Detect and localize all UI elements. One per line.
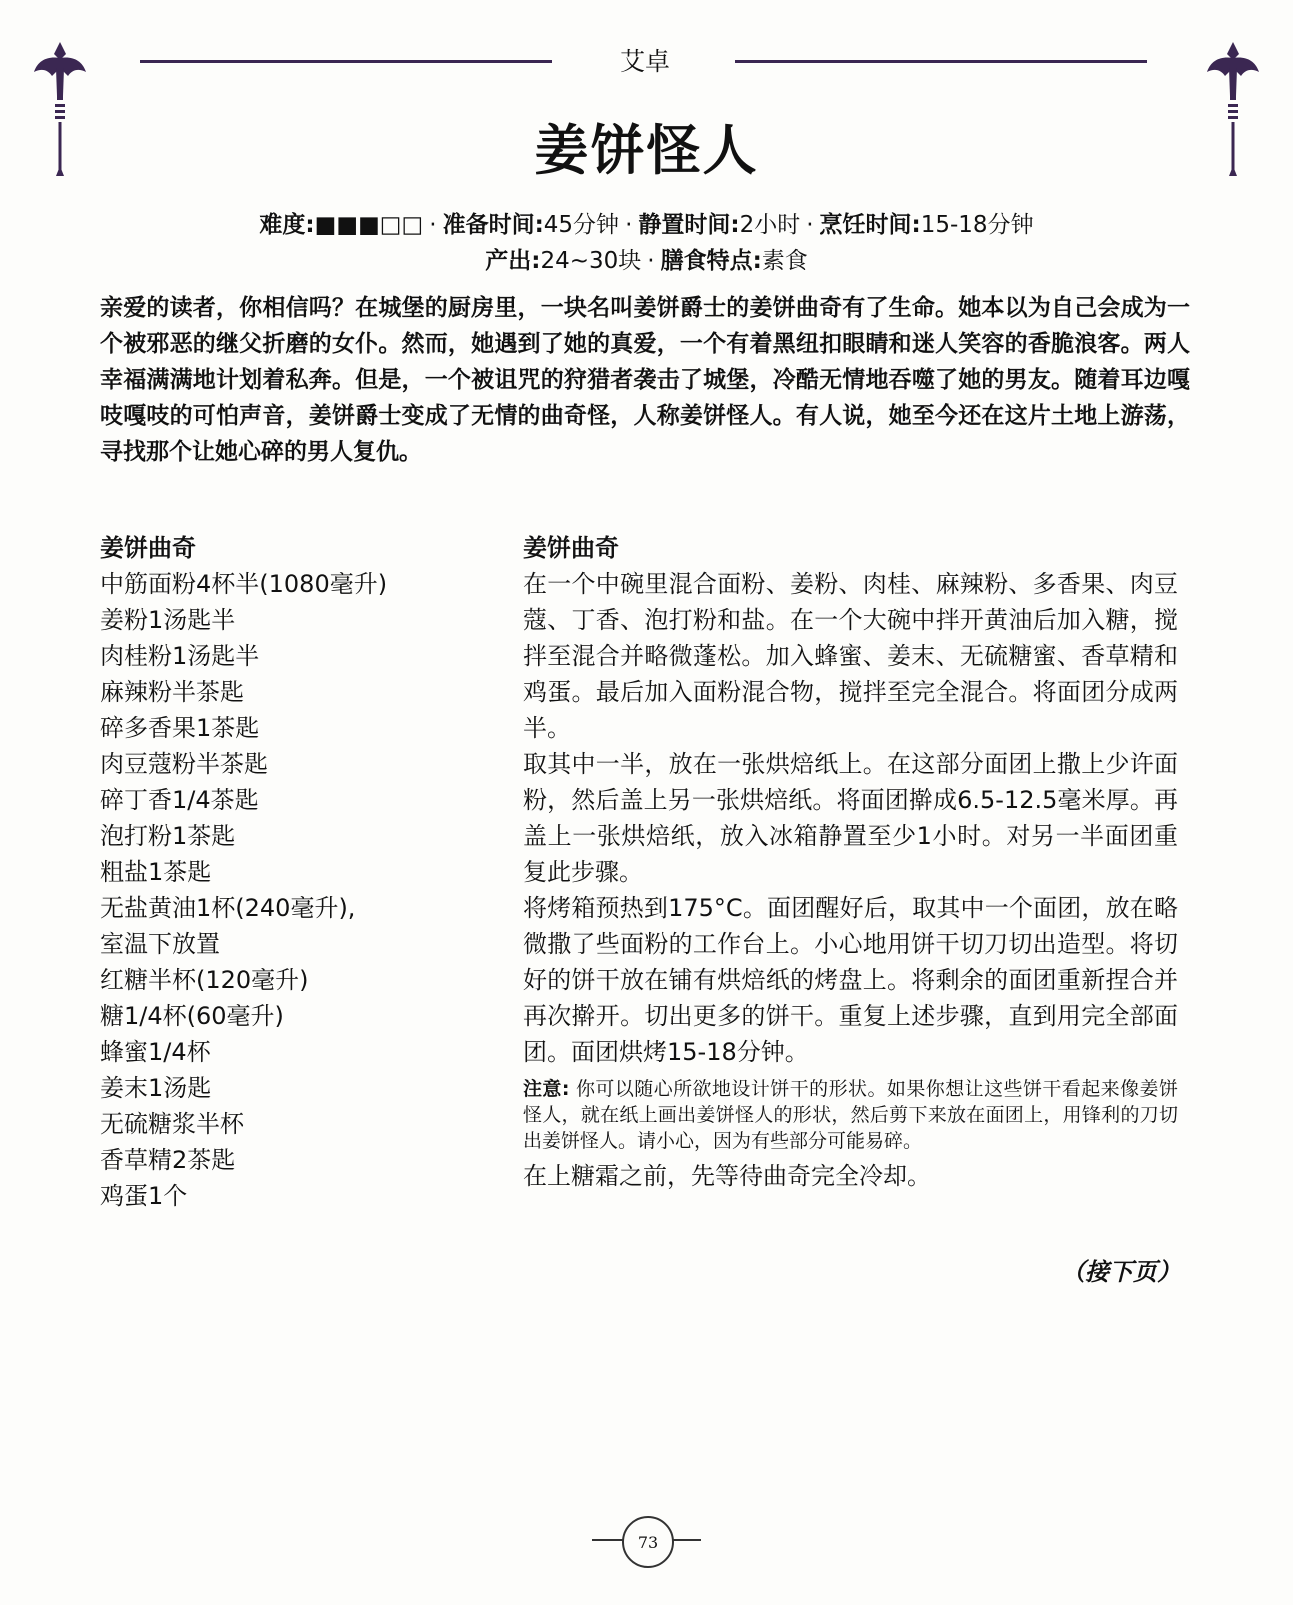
step-paragraph: 在一个中碗里混合面粉、姜粉、肉桂、麻辣粉、多香果、肉豆蔻、丁香、泡打粉和盐。在一个大碗中拌开黄油后加入糖，搅拌至混合并略微蓬松。加入蜂蜜、姜末、无硫糖蜜、香草精和鸡蛋。最后加入面粉混合物，搅拌至完全混合。将面团分成两半。 xyxy=(523,570,1178,742)
ingredient-item: 室温下放置 xyxy=(100,930,220,958)
ingredient-item: 姜末1汤匙 xyxy=(100,1074,212,1102)
yield-value: 24~30块 xyxy=(540,248,642,274)
ingredient-item: 姜粉1汤匙半 xyxy=(100,606,236,634)
steps-column xyxy=(523,530,1178,1194)
ingredient-item: 碎丁香1/4茶匙 xyxy=(100,786,259,814)
cook-time-value: 15-18分钟 xyxy=(920,212,1034,238)
prep-time-value: 45分钟 xyxy=(543,212,620,238)
ingredient-item: 麻辣粉半茶匙 xyxy=(100,678,244,706)
header-rule-left xyxy=(140,60,552,63)
rest-time-label: 静置时间: xyxy=(638,212,740,238)
footer-rule-left xyxy=(592,1539,626,1541)
rest-time-value: 2小时 xyxy=(739,212,801,238)
final-step: 在上糖霜之前，先等待曲奇完全冷却。 xyxy=(523,1162,931,1190)
note-text: 你可以随心所欲地设计饼干的形状。如果你想让这些饼干看起来像姜饼怪人，就在纸上画出姜饼怪人的形状，然后剪下来放在面团上，用锋利的刀切出姜饼怪人。请小心，因为有些部分可能易碎。 xyxy=(523,1078,1178,1152)
ingredient-item: 无硫糖浆半杯 xyxy=(100,1110,244,1138)
diet-label: 膳食特点: xyxy=(660,248,762,274)
recipe-meta-row-2: 产出:24~30块 · 膳食特点:素食 xyxy=(485,248,808,274)
ingredient-item: 糖1/4杯(60毫升) xyxy=(100,1002,284,1030)
prep-time-label: 准备时间: xyxy=(442,212,544,238)
header-rule-right xyxy=(735,60,1147,63)
page-footer xyxy=(0,1510,1293,1570)
ingredient-item: 无盐黄油1杯(240毫升), xyxy=(100,894,356,922)
ingredient-item: 肉桂粉1汤匙半 xyxy=(100,642,260,670)
ingredient-item: 香草精2茶匙 xyxy=(100,1146,236,1174)
section-name: 艾卓 xyxy=(619,47,670,76)
ingredient-item: 红糖半杯(120毫升) xyxy=(100,966,309,994)
ingredient-item: 粗盐1茶匙 xyxy=(100,858,212,886)
ingredient-item: 碎多香果1茶匙 xyxy=(100,714,260,742)
difficulty-label: 难度: xyxy=(259,212,315,238)
ingredients-heading: 姜饼曲奇 xyxy=(100,534,196,562)
step-paragraph: 取其中一半，放在一张烘焙纸上。在这部分面团上撒上少许面粉，然后盖上另一张烘焙纸。将面团擀成6.5-12.5毫米厚。再盖上一张烘焙纸，放入冰箱静置至少1小时。对另一半面团重复此步骤。 xyxy=(523,750,1178,886)
page-number: 73 xyxy=(622,1516,674,1568)
difficulty-value: ■■■□□ xyxy=(314,212,424,238)
ingredient-item: 泡打粉1茶匙 xyxy=(100,822,236,850)
intro-paragraph: 亲爱的读者，你相信吗？在城堡的厨房里，一块名叫姜饼爵士的姜饼曲奇有了生命。她本以为自己会成为一个被邪恶的继父折磨的女仆。然而，她遇到了她的真爱，一个有着黑纽扣眼睛和迷人笑容的香脆浪客。两人幸福满满地计划着私奔。但是，一个被诅咒的狩猎者袭击了城堡，冷酷无情地吞噬了她的男友。随着耳边嘎吱嘎吱的可怕声音，姜饼爵士变成了无情的曲奇怪，人称姜饼怪人。有人说，她至今还在这片土地上游荡，寻找那个让她心碎的男人复仇。 xyxy=(100,295,1190,465)
recipe-title: 姜饼怪人 xyxy=(534,119,759,182)
diet-value: 素食 xyxy=(761,248,808,274)
ingredient-item: 中筋面粉4杯半(1080毫升) xyxy=(100,570,388,598)
ingredients-column xyxy=(100,530,500,1214)
continued-label: （接下页） xyxy=(1061,1258,1181,1286)
ingredient-item: 肉豆蔻粉半茶匙 xyxy=(100,750,268,778)
steps-heading: 姜饼曲奇 xyxy=(523,534,619,562)
recipe-meta-row-1: 难度:■■■□□ · 准备时间:45分钟 · 静置时间:2小时 · 烹饪时间:15-18分钟 xyxy=(259,212,1034,238)
cook-time-label: 烹饪时间: xyxy=(819,212,921,238)
ingredient-item: 蜂蜜1/4杯 xyxy=(100,1038,211,1066)
note-label: 注意: xyxy=(523,1078,570,1100)
step-paragraph: 将烤箱预热到175°C。面团醒好后，取其中一个面团，放在略微撒了些面粉的工作台上。小心地用饼干切刀切出造型。将切好的饼干放在铺有烘焙纸的烤盘上。将剩余的面团重新捏合并再次擀开。切出更多的饼干。重复上述步骤，直到用完全部面团。面团烘烤15-18分钟。 xyxy=(523,894,1178,1066)
yield-label: 产出: xyxy=(485,248,541,274)
ingredient-item: 鸡蛋1个 xyxy=(100,1182,188,1210)
note-paragraph xyxy=(523,1076,1178,1154)
